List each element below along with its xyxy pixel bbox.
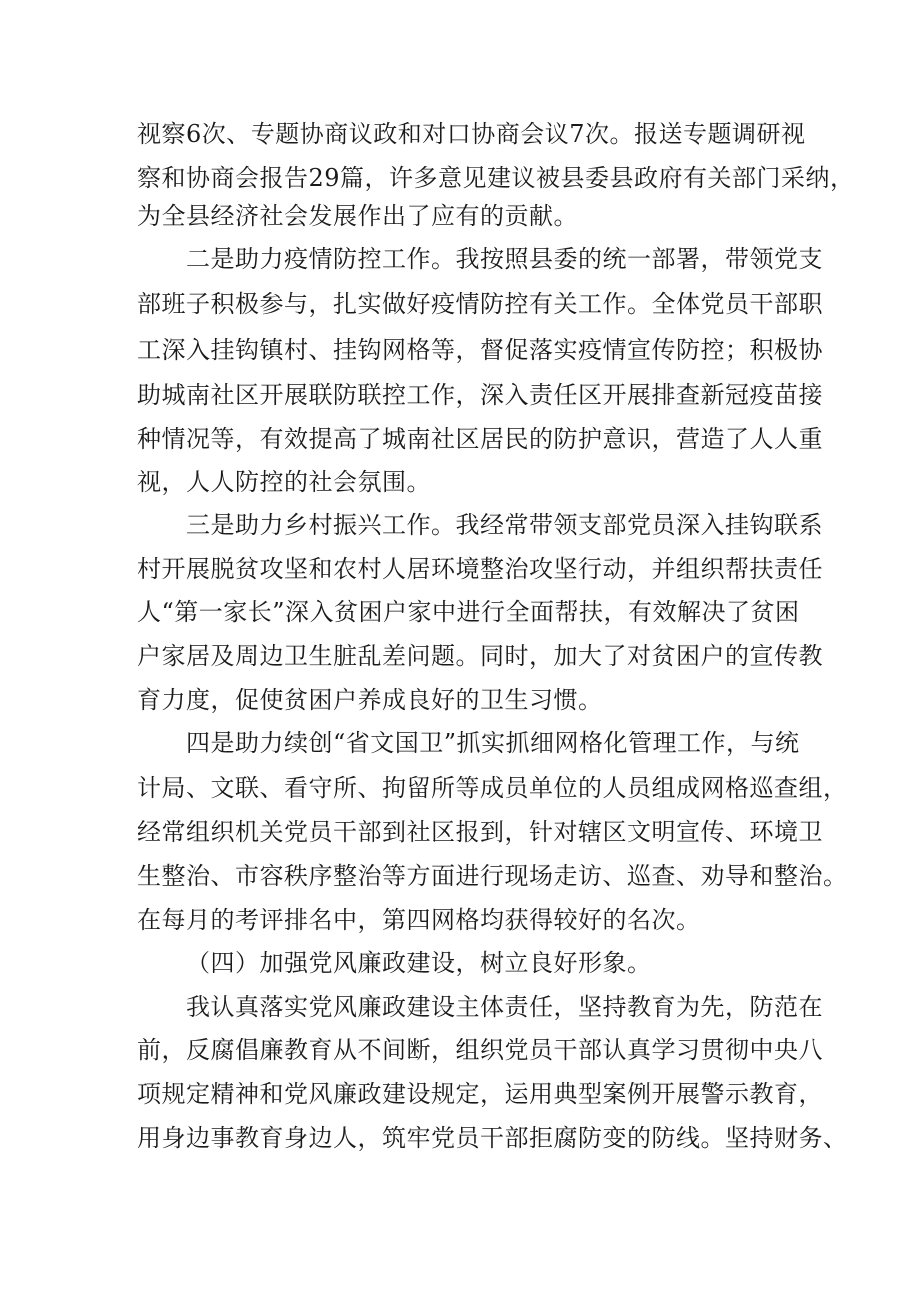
paragraph-line: 育力度，促使贫困户养成良好的卫生习惯。 <box>137 686 603 714</box>
paragraph-line: 前，反腐倡廉教育从不间断，组织党员干部认真学习贯彻中央八 <box>137 1036 823 1064</box>
paragraph-line: 计局、文联、看守所、拘留所等成员单位的人员组成网格巡查组， <box>137 774 848 802</box>
paragraph-line: 种情况等，有效提高了城南社区居民的防护意识，营造了人人重 <box>137 425 823 453</box>
paragraph-first-line: 三是助力乡村振兴工作。我经常带领支部党员深入挂钩联系 <box>186 511 823 539</box>
section-heading: （四）加强党风廉政建设，树立良好形象。 <box>186 949 652 977</box>
paragraph-line: 为全县经济社会发展作出了应有的贡献。 <box>137 202 578 230</box>
paragraph-line: 视，人人防控的社会氛围。 <box>137 468 431 496</box>
paragraph-line: 工深入挂钩镇村、挂钩网格等，督促落实疫情宣传防控；积极协 <box>137 336 823 364</box>
paragraph-line: 人“第一家长”深入贫困户家中进行全面帮扶，有效解决了贫困 <box>137 598 800 626</box>
paragraph-line: 生整治、市容秩序整治等方面进行现场走访、巡查、劝导和整治。 <box>137 862 848 890</box>
paragraph-line: 项规定精神和党风廉政建设规定，运用典型案例开展警示教育， <box>137 1080 823 1108</box>
paragraph-line: 经常组织机关党员干部到社区报到，针对辖区文明宣传、环境卫 <box>137 818 823 846</box>
paragraph-line: 用身边事教育身边人，筑牢党员干部拒腐防变的防线。坚持财务、 <box>137 1124 848 1152</box>
paragraph-line: 助城南社区开展联防联控工作，深入责任区开展排查新冠疫苗接 <box>137 381 823 409</box>
paragraph-first-line: 我认真落实党风廉政建设主体责任，坚持教育为先，防范在 <box>186 993 823 1021</box>
paragraph-line: 部班子积极参与，扎实做好疫情防控有关工作。全体党员干部职 <box>137 290 823 318</box>
paragraph-line: 在每月的考评排名中，第四网格均获得较好的名次。 <box>137 906 701 934</box>
paragraph-line: 视察6次、专题协商议政和对口协商会议7次。报送专题调研视 <box>137 120 806 148</box>
paragraph-line: 察和协商会报告29篇，许多意见建议被县委县政府有关部门采纳， <box>137 164 855 192</box>
paragraph-first-line: 二是助力疫情防控工作。我按照县委的统一部署，带领党支 <box>186 245 823 273</box>
paragraph-line: 村开展脱贫攻坚和农村人居环境整治攻坚行动，并组织帮扶责任 <box>137 555 823 583</box>
paragraph-line: 户家居及周边卫生脏乱差问题。同时，加大了对贫困户的宣传教 <box>137 642 823 670</box>
paragraph-first-line: 四是助力续创“省文国卫”抓实抓细网格化管理工作，与统 <box>186 729 800 757</box>
